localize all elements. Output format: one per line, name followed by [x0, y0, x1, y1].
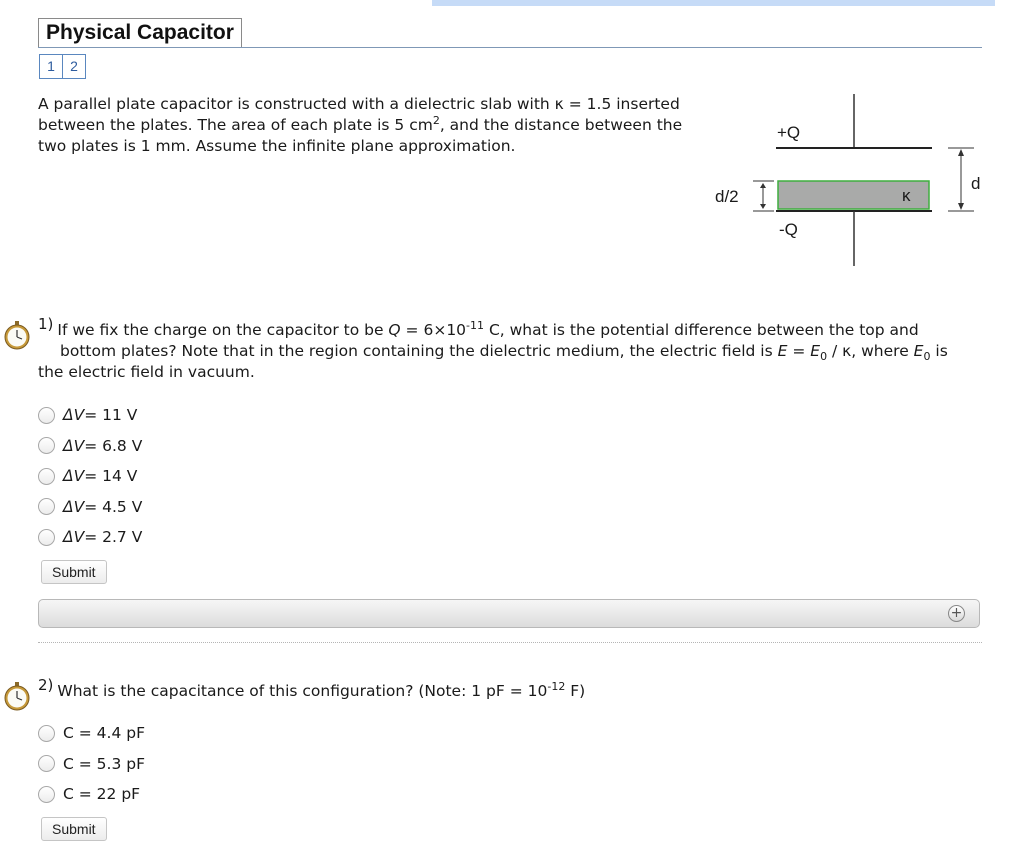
radio-button[interactable] — [38, 468, 55, 485]
q2-option[interactable] — [38, 779, 145, 810]
q2-submit-button[interactable]: Submit — [41, 817, 107, 841]
q1-e0-var-b: E — [913, 342, 924, 360]
title-underline — [38, 47, 982, 48]
radio-button[interactable] — [38, 786, 55, 803]
q1-text-f: / κ, where — [827, 342, 914, 360]
q1-option[interactable] — [38, 492, 142, 523]
radio-button[interactable] — [38, 407, 55, 424]
page-tab-1[interactable]: 1 — [39, 54, 63, 79]
q1-text-b: = 6×10 — [400, 321, 467, 339]
kappa-label: κ — [902, 186, 911, 205]
page-tabs — [39, 54, 85, 79]
question-2-text — [38, 675, 585, 702]
q2-exponent: -12 — [547, 679, 566, 693]
radio-button[interactable] — [38, 529, 55, 546]
q1-e0-sub-a: 0 — [820, 350, 828, 364]
gap-label: d — [971, 174, 981, 193]
question-2-number: 2) — [38, 676, 54, 694]
q1-submit-button[interactable]: Submit — [41, 560, 107, 584]
stopwatch-icon — [2, 681, 32, 711]
option-var: ΔV — [63, 436, 85, 455]
half-gap-label: d/2 — [715, 187, 739, 206]
q1-text-a: If we fix the charge on the capacitor to be — [57, 321, 389, 339]
option-label: = 6.8 V — [84, 436, 143, 455]
radio-button[interactable] — [38, 725, 55, 742]
q2-option[interactable] — [38, 718, 145, 749]
q1-e0-var-a: E — [810, 342, 821, 360]
question-1-options — [38, 400, 142, 553]
top-charge-label: +Q — [777, 123, 801, 142]
q1-charge-var: Q — [388, 321, 401, 339]
radio-button[interactable] — [38, 437, 55, 454]
bottom-charge-label: -Q — [779, 220, 798, 239]
q1-e0-sub-b: 0 — [923, 350, 931, 364]
q1-exponent: -11 — [466, 318, 485, 332]
page-title: Physical Capacitor — [38, 18, 242, 47]
option-label: C = 22 pF — [63, 785, 141, 804]
question-1-text — [38, 314, 978, 383]
option-label: = 11 V — [84, 406, 138, 425]
problem-intro — [38, 94, 698, 157]
q2-text-a: What is the capacitance of this configuration? (Note: 1 pF = 10 — [57, 682, 548, 700]
capacitor-diagram — [700, 90, 1000, 270]
intro-exponent: 2 — [432, 113, 440, 127]
question-1-number: 1) — [38, 315, 54, 333]
option-var: ΔV — [63, 528, 85, 547]
q1-option[interactable] — [38, 431, 142, 462]
option-label: C = 4.4 pF — [63, 724, 145, 743]
q1-option[interactable] — [38, 461, 142, 492]
plus-circle-icon[interactable]: + — [948, 605, 965, 622]
section-divider — [38, 642, 982, 643]
q1-text-c: C, what is the potential difference between the top and — [484, 321, 919, 339]
option-var: ΔV — [63, 497, 85, 516]
option-var: ΔV — [63, 406, 85, 425]
hint-bar[interactable] — [38, 599, 980, 628]
page-tab-2[interactable]: 2 — [62, 54, 86, 79]
option-label: = 2.7 V — [84, 528, 143, 547]
q1-option[interactable] — [38, 522, 142, 553]
option-label: = 14 V — [84, 467, 138, 486]
q1-field-var: E — [777, 342, 788, 360]
option-label: = 4.5 V — [84, 497, 143, 516]
q1-option[interactable] — [38, 400, 142, 431]
radio-button[interactable] — [38, 498, 55, 515]
option-var: ΔV — [63, 467, 85, 486]
top-accent-bar — [432, 0, 995, 6]
intro-text-2: , and the distance between the two plates is 1 mm. Assume the infinite plane approximation. — [38, 116, 683, 155]
stopwatch-icon — [2, 320, 32, 350]
q1-text-d: bottom plates? Note that in the region containing the dielectric medium, the electric field is — [60, 342, 778, 360]
q2-option[interactable] — [38, 749, 145, 780]
q1-text-g: is — [930, 342, 948, 360]
q2-text-b: F) — [565, 682, 586, 700]
q1-text-e: = — [787, 342, 811, 360]
q1-text-h: the electric field in vacuum. — [38, 363, 255, 381]
question-2-options — [38, 718, 145, 810]
radio-button[interactable] — [38, 755, 55, 772]
intro-text-1: A parallel plate capacitor is constructed with a dielectric slab with κ = 1.5 inserted between the plates. The area of each plate is 5 cm — [38, 95, 680, 134]
option-label: C = 5.3 pF — [63, 754, 145, 773]
